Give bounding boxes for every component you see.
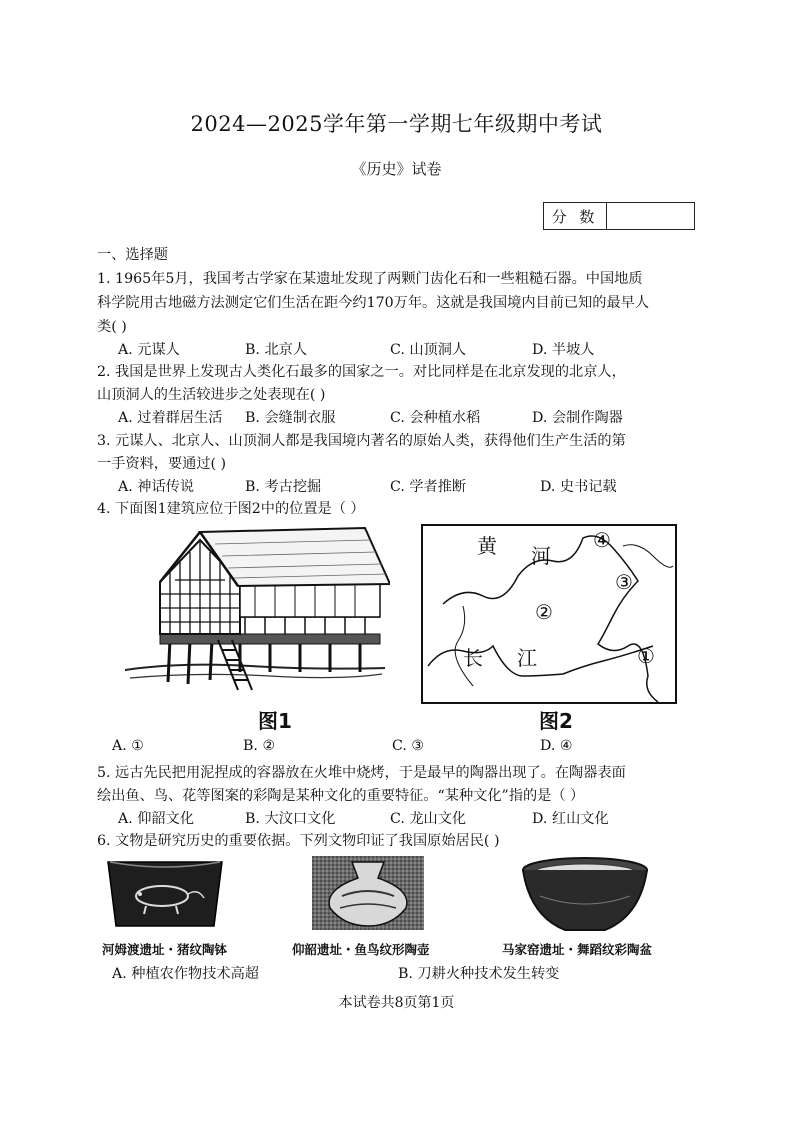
artifact-caption-3: 马家窑遗址・舞蹈纹彩陶盆	[502, 942, 653, 957]
question-1-option-c[interactable]: C. 山顶洞人	[390, 342, 467, 358]
question-2-line-2: 山顶洞人的生活较进步之处表现在( )	[97, 387, 326, 403]
question-3-line-1: 3. 元谋人、北京人、山顶洞人都是我国境内著名的原始人类，获得他们生产生活的第	[97, 433, 626, 449]
question-2-option-a[interactable]: A. 过着群居生活	[118, 410, 223, 426]
question-1-option-a[interactable]: A. 元谋人	[118, 342, 180, 358]
section-title: 一、选择题	[97, 247, 168, 263]
map-marker-3: ③	[615, 570, 633, 594]
question-3-line-2: 一手资料，要通过( )	[97, 456, 227, 472]
question-1-line-3: 类( )	[97, 319, 127, 335]
question-1-line-2: 科学院用古地磁方法测定它们生活在距今约170万年。这就是我国境内目前已知的最早人	[97, 295, 650, 311]
question-6-line-1: 6. 文物是研究历史的重要依据。下列文物印证了我国原始居民( )	[97, 833, 500, 849]
map-label-chang: 长	[463, 646, 483, 670]
question-4-option-a[interactable]: A. ①	[112, 738, 144, 754]
score-field[interactable]	[607, 203, 694, 229]
question-4-option-c[interactable]: C. ③	[392, 738, 425, 754]
score-box	[543, 202, 695, 230]
map-label-he: 河	[531, 544, 551, 568]
question-2-option-d[interactable]: D. 会制作陶器	[532, 410, 623, 426]
question-1-line-1: 1. 1965年5月，我国考古学家在某遗址发现了两颗门齿化石和一些粗糙石器。中国地质	[97, 271, 643, 287]
figure-2-label: 图2	[539, 709, 573, 733]
question-4-line-1: 4. 下面图1建筑应位于图2中的位置是（ ）	[97, 501, 365, 517]
question-3-option-c[interactable]: C. 学者推断	[390, 479, 467, 495]
figure-1-stilt-house	[120, 522, 390, 697]
map-marker-2: ②	[535, 600, 553, 624]
question-6-option-b[interactable]: B. 刀耕火种技术发生转变	[398, 966, 560, 982]
question-4-option-d[interactable]: D. ④	[540, 738, 573, 754]
question-1-option-b[interactable]: B. 北京人	[245, 342, 308, 358]
artifact-caption-1: 河姆渡遗址・猪纹陶钵	[102, 942, 228, 957]
map-label-jiang: 江	[517, 646, 537, 670]
question-6-option-a[interactable]: A. 种植农作物技术高超	[112, 966, 259, 982]
question-5-line-1: 5. 远古先民把用泥捏成的容器放在火堆中烧烤，于是最早的陶器出现了。在陶器表面	[97, 765, 626, 781]
score-label: 分 数	[544, 203, 607, 229]
question-5-option-d[interactable]: D. 红山文化	[532, 811, 609, 827]
question-5-line-2: 绘出鱼、鸟、花等图案的彩陶是某种文化的重要特征。“某种文化”指的是（ ）	[97, 788, 585, 804]
page-footer: 本试卷共8页第1页	[338, 995, 455, 1011]
question-2-line-1: 2. 我国是世界上发现古人类化石最多的国家之一。对比同样是在北京发现的北京人，	[97, 364, 626, 380]
artifact-dancing-basin-image	[520, 856, 650, 934]
map-marker-4: ④	[593, 528, 611, 552]
artifact-caption-2: 仰韶遗址・鱼鸟纹形陶壶	[292, 942, 430, 957]
question-3-option-a[interactable]: A. 神话传说	[118, 479, 195, 495]
figure-2-map	[421, 524, 677, 704]
map-label-huang: 黄	[477, 534, 497, 558]
figure-1-label: 图1	[258, 709, 292, 733]
question-3-option-d[interactable]: D. 史书记载	[540, 479, 617, 495]
question-1-option-d[interactable]: D. 半坡人	[532, 342, 595, 358]
question-2-option-c[interactable]: C. 会种植水稻	[390, 410, 481, 426]
map-marker-1: ①	[637, 644, 655, 668]
question-5-option-b[interactable]: B. 大汶口文化	[245, 811, 336, 827]
question-4-option-b[interactable]: B. ②	[243, 738, 276, 754]
question-2-option-b[interactable]: B. 会缝制衣服	[245, 410, 336, 426]
exam-title: 2024—2025学年第一学期七年级期中考试	[190, 112, 603, 136]
question-3-option-b[interactable]: B. 考古挖掘	[245, 479, 322, 495]
artifact-pig-bowl-image	[106, 858, 224, 930]
exam-subtitle: 《历史》试卷	[351, 160, 442, 178]
artifact-fish-bird-pot-image	[312, 856, 424, 930]
question-5-option-a[interactable]: A. 仰韶文化	[118, 811, 195, 827]
question-5-option-c[interactable]: C. 龙山文化	[390, 811, 467, 827]
